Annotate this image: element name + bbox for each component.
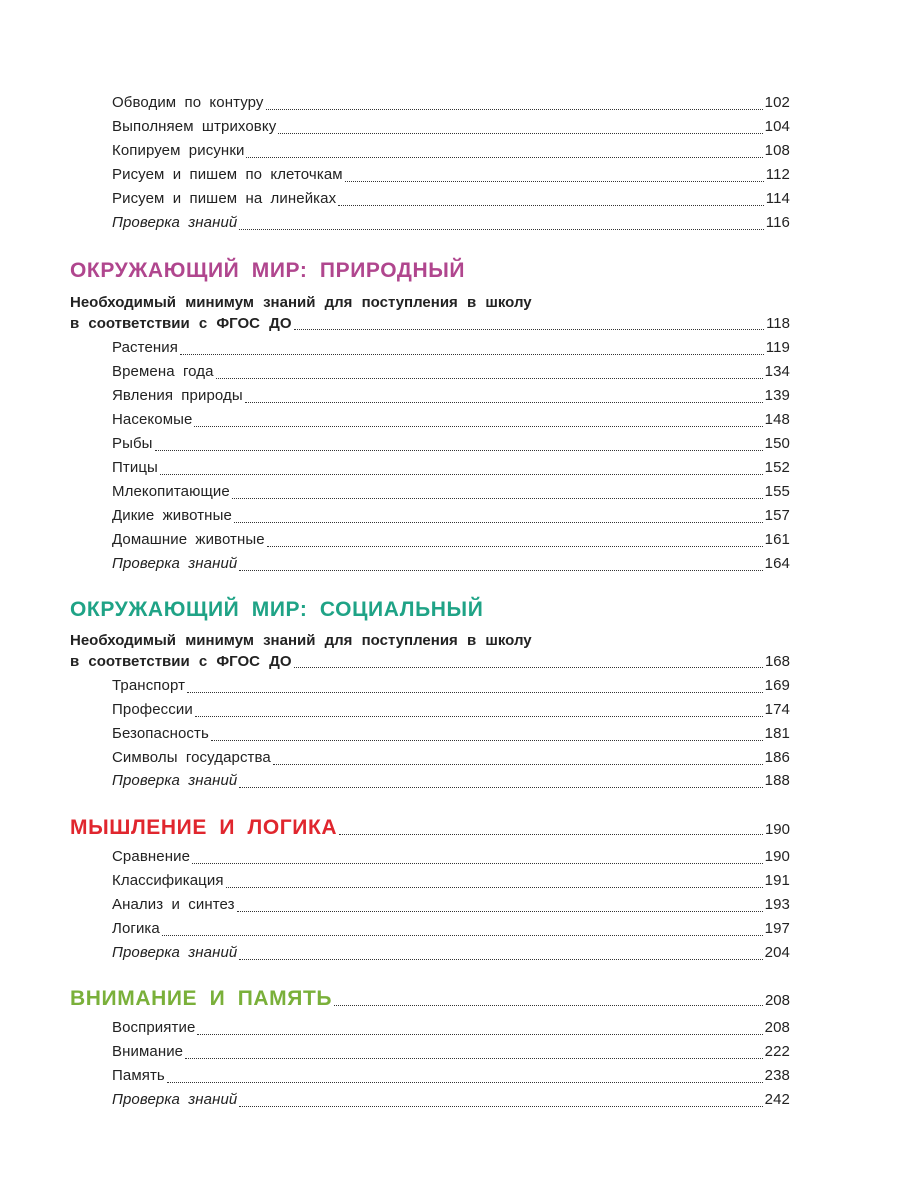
- toc-entry[interactable]: Времена года 134: [112, 363, 790, 380]
- toc-entry-knowledge-check[interactable]: Проверка знаний 204: [112, 944, 790, 961]
- toc-entry[interactable]: Рисуем и пишем по клеточкам 112: [112, 166, 790, 183]
- toc-entry[interactable]: Домашние животные 161: [112, 531, 790, 548]
- toc-entry[interactable]: Обводим по контуру 102: [112, 94, 790, 111]
- toc-entry-knowledge-check[interactable]: Проверка знаний 188: [112, 772, 790, 789]
- toc-entry-subtitle[interactable]: в соответствии с ФГОС ДО 118: [70, 315, 790, 332]
- toc-entry[interactable]: Память 238: [112, 1067, 790, 1084]
- section-subtitle: Необходимый минимум знаний для поступления в школу: [70, 632, 532, 649]
- toc-entry[interactable]: Копируем рисунки 108: [112, 142, 790, 159]
- toc-entry[interactable]: Восприятие 208: [112, 1019, 790, 1036]
- toc-entry[interactable]: Явления природы 139: [112, 387, 790, 404]
- section-heading-logic[interactable]: МЫШЛЕНИЕ И ЛОГИКА 190: [70, 816, 790, 839]
- toc-entry[interactable]: Насекомые 148: [112, 411, 790, 428]
- toc-entry[interactable]: Дикие животные 157: [112, 507, 790, 524]
- toc-entry[interactable]: Рисуем и пишем на линейках 114: [112, 190, 790, 207]
- toc-entry[interactable]: Логика 197: [112, 920, 790, 937]
- toc-entry[interactable]: Внимание 222: [112, 1043, 790, 1060]
- toc-entry[interactable]: Символы государства 186: [112, 749, 790, 766]
- section-heading-attention[interactable]: ВНИМАНИЕ И ПАМЯТЬ 208: [70, 987, 790, 1010]
- toc-entry-knowledge-check[interactable]: Проверка знаний 164: [112, 555, 790, 572]
- toc-entry-knowledge-check[interactable]: Проверка знаний 242: [112, 1091, 790, 1108]
- toc-entry-knowledge-check[interactable]: Проверка знаний 116: [112, 214, 790, 231]
- toc-entry[interactable]: Анализ и синтез 193: [112, 896, 790, 913]
- toc-entry-subtitle[interactable]: в соответствии с ФГОС ДО 168: [70, 653, 790, 670]
- toc-entry[interactable]: Растения 119: [112, 339, 790, 356]
- toc-entry[interactable]: Классификация 191: [112, 872, 790, 889]
- section-subtitle: Необходимый минимум знаний для поступления в школу: [70, 294, 532, 311]
- toc-entry[interactable]: Безопасность 181: [112, 725, 790, 742]
- toc-entry[interactable]: Рыбы 150: [112, 435, 790, 452]
- toc-entry[interactable]: Профессии 174: [112, 701, 790, 718]
- toc-entry[interactable]: Выполняем штриховку 104: [112, 118, 790, 135]
- toc-entry[interactable]: Сравнение 190: [112, 848, 790, 865]
- toc-entry[interactable]: Транспорт 169: [112, 677, 790, 694]
- section-heading-nature[interactable]: ОКРУЖАЮЩИЙ МИР: ПРИРОДНЫЙ: [70, 259, 466, 282]
- toc-entry[interactable]: Птицы 152: [112, 459, 790, 476]
- toc-entry[interactable]: Млекопитающие 155: [112, 483, 790, 500]
- section-heading-social[interactable]: ОКРУЖАЮЩИЙ МИР: СОЦИАЛЬНЫЙ: [70, 598, 484, 621]
